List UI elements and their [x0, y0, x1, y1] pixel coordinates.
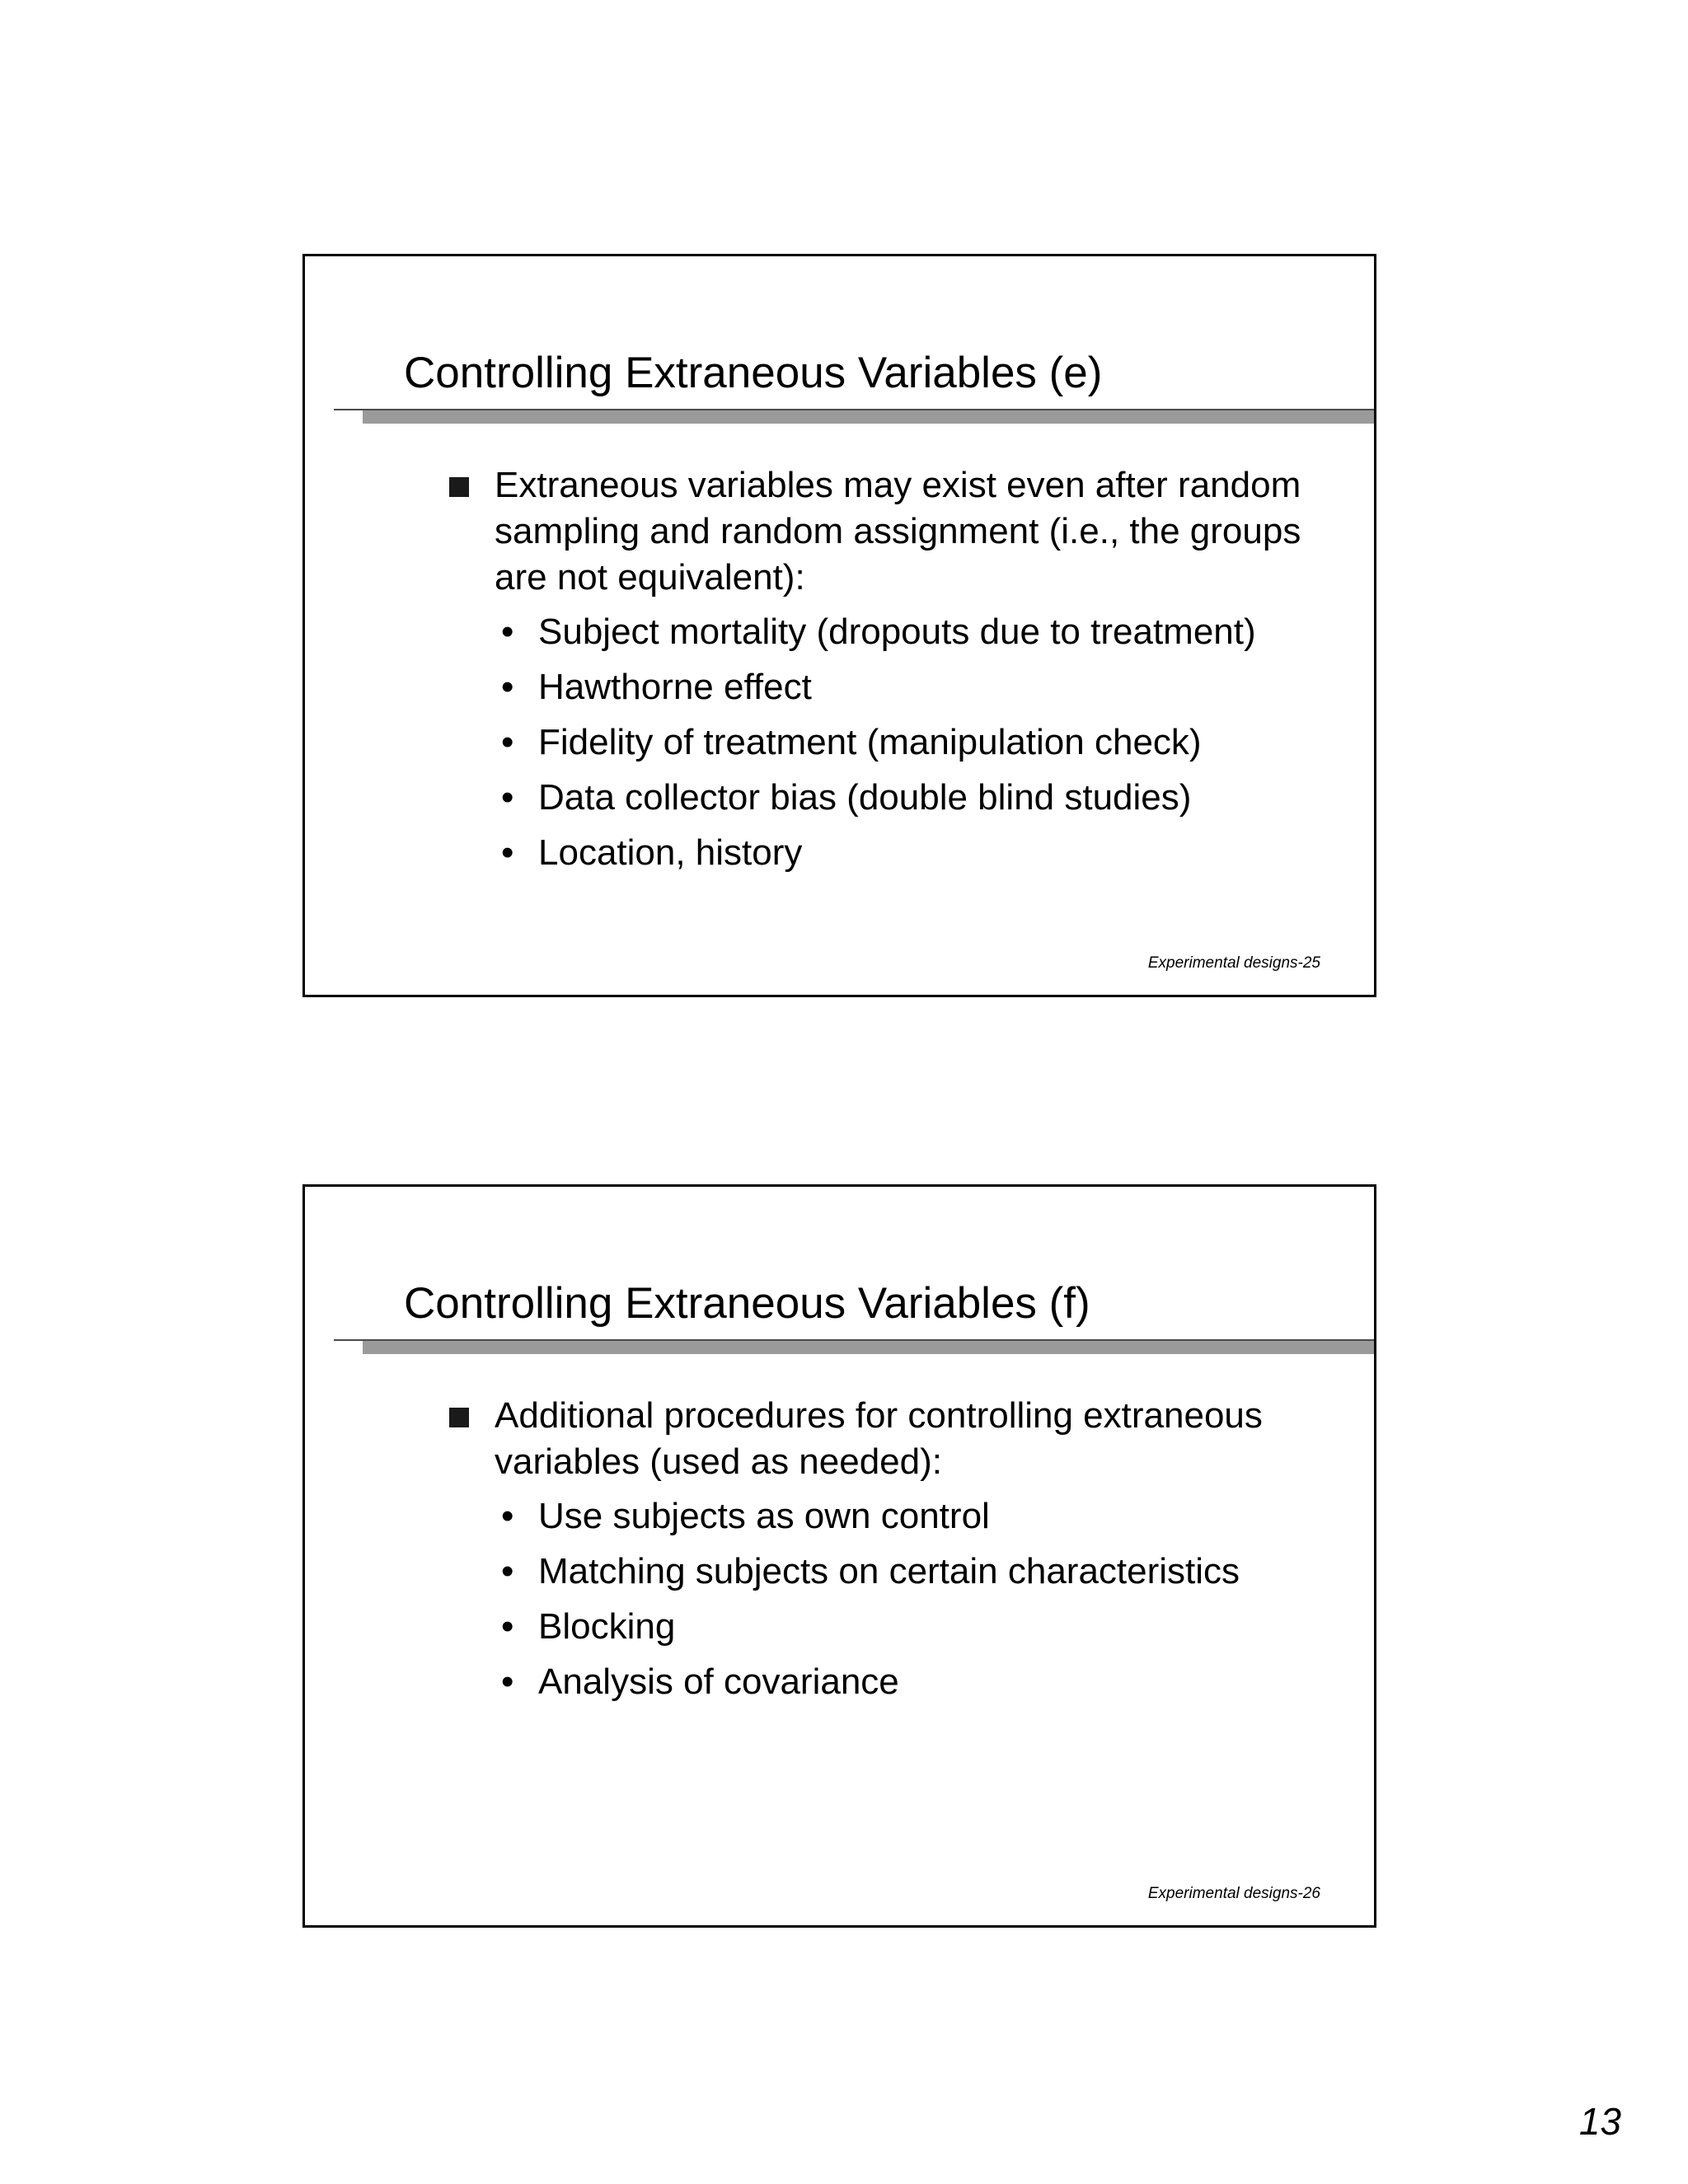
title-divider-bar — [363, 410, 1374, 424]
dot-bullet-icon: • — [501, 722, 514, 762]
main-point-text: Additional procedures for controlling extraneous variables (used as needed): — [495, 1395, 1263, 1482]
dot-bullet-icon: • — [501, 1606, 514, 1647]
sub-point — [449, 1659, 1315, 1705]
sub-point-text: Matching subjects on certain characteristics — [538, 1551, 1240, 1591]
sub-point-text: Subject mortality (dropouts due to treatment) — [538, 612, 1256, 652]
main-point — [449, 1393, 1315, 1485]
slide-26 — [302, 1184, 1376, 1928]
sub-point-list — [449, 1493, 1315, 1705]
slide-footer: Experimental designs-26 — [1147, 1885, 1320, 1902]
sub-point-text: Blocking — [538, 1606, 676, 1647]
sub-point — [449, 1493, 1315, 1540]
dot-bullet-icon: • — [501, 1496, 514, 1536]
main-point — [449, 462, 1315, 601]
sub-point — [449, 609, 1315, 655]
sub-point-list — [449, 609, 1315, 876]
square-bullet-icon — [449, 1408, 469, 1427]
dot-bullet-icon: • — [501, 667, 514, 707]
slide-title: Controlling Extraneous Variables (f) — [404, 1279, 1090, 1328]
sub-point — [449, 775, 1315, 821]
slide-body — [449, 1393, 1315, 1714]
slide-25 — [302, 254, 1376, 997]
sub-point-text: Hawthorne effect — [538, 667, 812, 707]
title-divider-bar — [363, 1341, 1374, 1354]
sub-point-text: Location, history — [538, 832, 803, 873]
page-number: 13 — [1578, 2100, 1621, 2143]
dot-bullet-icon: • — [501, 1551, 514, 1591]
slide-title: Controlling Extraneous Variables (e) — [404, 349, 1103, 397]
dot-bullet-icon: • — [501, 1661, 514, 1702]
sub-point — [449, 1549, 1315, 1595]
sub-point-text: Use subjects as own control — [538, 1496, 990, 1536]
sub-point-text: Analysis of covariance — [538, 1661, 899, 1702]
sub-point-text: Fidelity of treatment (manipulation check) — [538, 722, 1202, 762]
sub-point — [449, 664, 1315, 710]
dot-bullet-icon: • — [501, 612, 514, 652]
dot-bullet-icon: • — [501, 777, 514, 818]
sub-point — [449, 830, 1315, 876]
slide-body — [449, 462, 1315, 885]
square-bullet-icon — [449, 477, 469, 497]
slide-footer: Experimental designs-25 — [1147, 954, 1320, 972]
sub-point-text: Data collector bias (double blind studies) — [538, 777, 1192, 818]
main-point-text: Extraneous variables may exist even after random sampling and random assignment (i.e., the groups are not equivalent): — [495, 465, 1301, 598]
sub-point — [449, 1604, 1315, 1650]
dot-bullet-icon: • — [501, 832, 514, 873]
sub-point — [449, 719, 1315, 766]
